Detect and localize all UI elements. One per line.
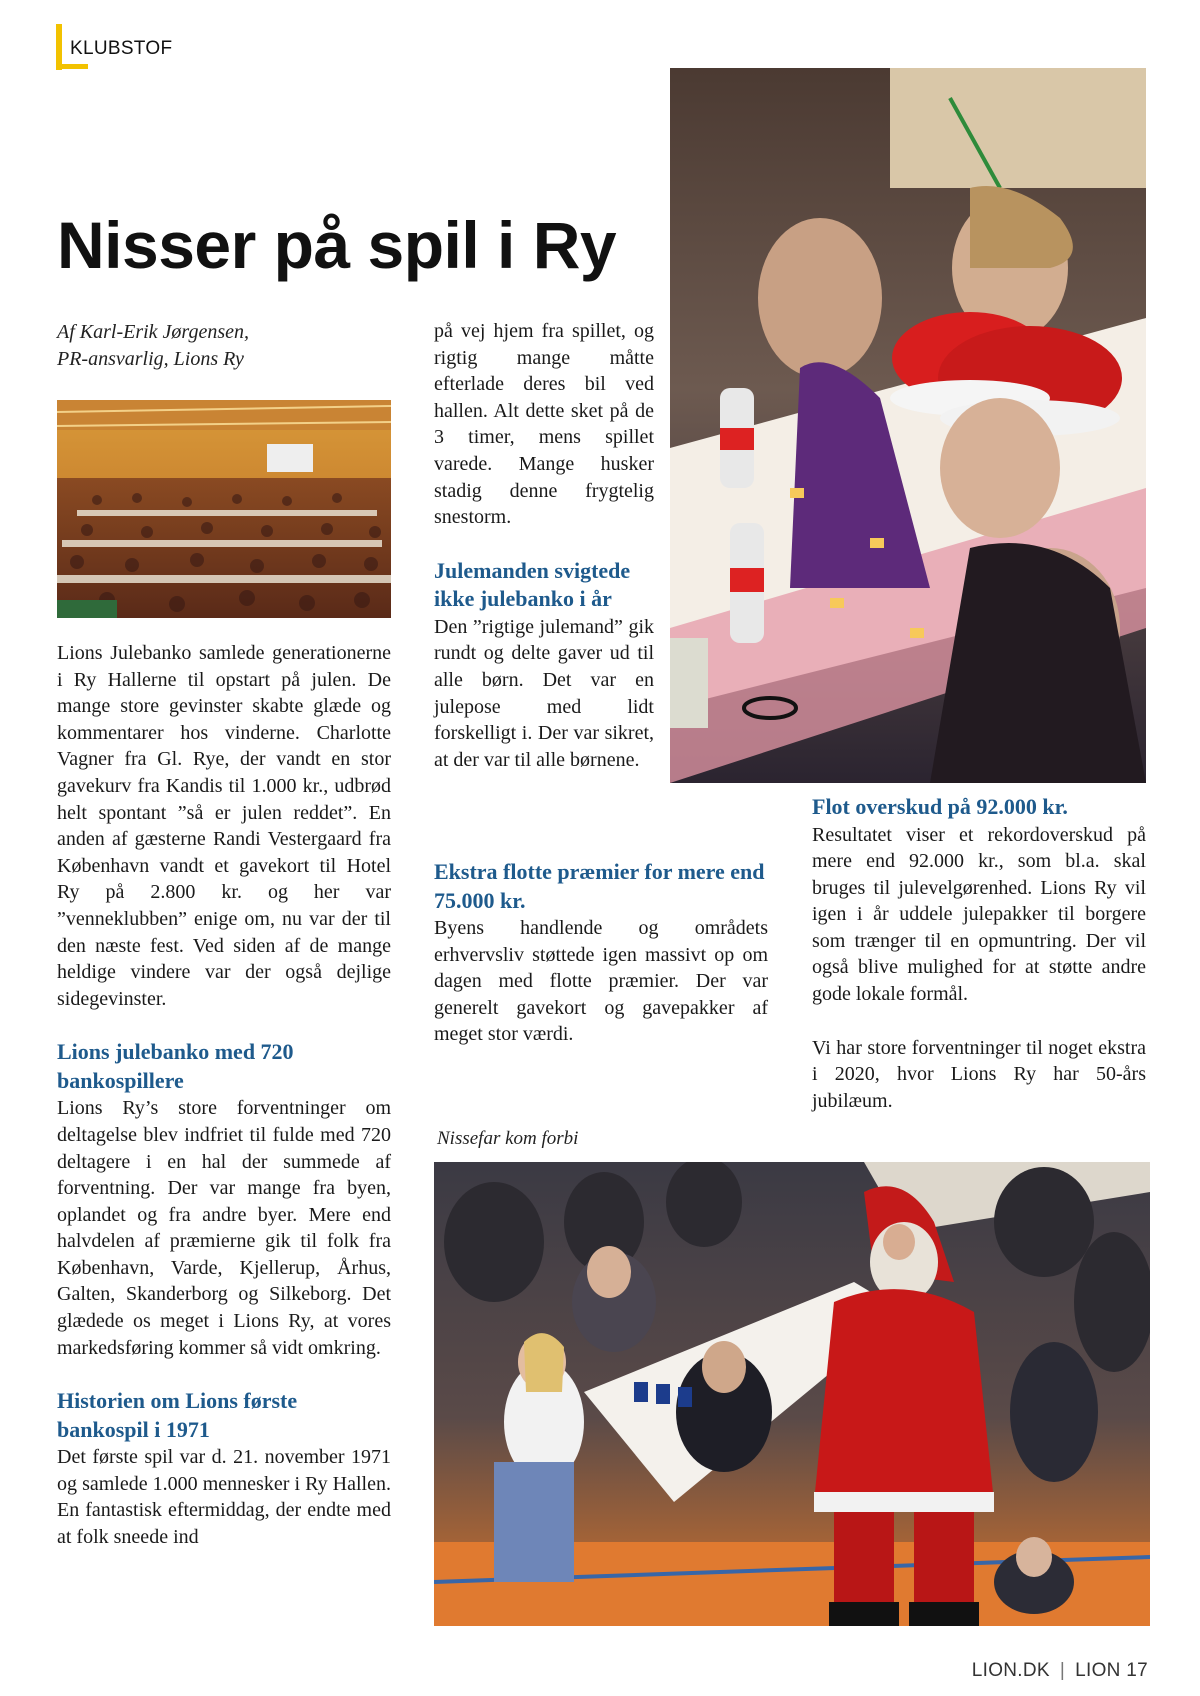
julebanko-paragraph: Lions Ry’s store forventninger om deltagelse blev indfriet til fulde med 720 deltagere i en hal der summede af forventning. Der var mange fra byen, oplandet og fra andre byer. Mere end halvdelen af præmierne gik til folk fra København, Varde, Kjellerup, Århus, Galten, Skanderborg og Silkeborg. Det glædede os meget i Lions Ry, at vores markedsføring kommer så vidt omkring. xyxy=(57,1097,391,1359)
praemier-paragraph: Byens handlende og områdets erhvervsliv støttede igen massivt op om dagen med flotte præmier. Der var generelt gavekort og gavepakker af meget stor værdi. xyxy=(434,917,768,1046)
santa-visit-photo xyxy=(434,1162,1150,1626)
heading-overskud: Flot overskud på 92.000 kr. xyxy=(812,794,1068,819)
heading-historien: Historien om Lions første bankospil i 1971 xyxy=(57,1388,298,1442)
bingo-players-photo xyxy=(670,68,1146,783)
byline-author: Af Karl-Erik Jørgensen, xyxy=(57,321,250,343)
heading-julemanden: Julemanden svigtede ikke julebanko i år xyxy=(434,557,631,612)
heading-praemier: Ekstra flotte præmier for mere end 75.000 kr. xyxy=(434,859,765,913)
intro-paragraph: Lions Julebanko samlede generationerne i Ry Hallerne til opstart på julen. De mange store gevinster skabte glæde og kommentarer hos vinderne. Charlotte Vagner fra Gl. Rye, der vandt en stor gavekurv fra Kandis til 1.000 kr., udbrød helt spontant ”så er julen reddet”. En anden af gæsterne Randi Vestergaard fra København vandt et gavekort til Hotel Ry på 2.800 kr. og her var ”venneklubben” enige om, nu var der til den næste fest. Ved siden af de mange heldige vindere var der også dejlige sidegevinster. xyxy=(57,642,391,1010)
footer-separator: | xyxy=(1059,1660,1066,1681)
column-right xyxy=(812,793,1146,1114)
column-left xyxy=(57,640,391,1551)
photo-caption: Nissefar kom forbi xyxy=(437,1128,579,1149)
column-middle-bottom xyxy=(434,858,768,1048)
hall-overview-photo xyxy=(57,400,391,618)
article-title: Nisser på spil i Ry xyxy=(57,208,617,282)
byline xyxy=(57,319,377,373)
column-middle-top xyxy=(434,318,654,773)
page-footer xyxy=(972,1660,1148,1682)
section-accent-foot xyxy=(56,64,88,69)
jubilaeum-paragraph: Vi har store forventninger til noget ekstra i 2020, hvor Lions Ry har 50-års jubilæum. xyxy=(812,1036,1146,1112)
section-label: KLUBSTOF xyxy=(70,38,173,59)
byline-role: PR-ansvarlig, Lions Ry xyxy=(57,348,244,370)
julemanden-paragraph: Den ”rigtige julemand” gik rundt og delte gaver ud til alle børn. Det var en julepose med lidt forskelligt i. Der var sikret, at der var til alle børnene. xyxy=(434,615,654,771)
footer-site: LION.DK xyxy=(971,1660,1050,1681)
heading-julebanko: Lions julebanko med 720 bankospillere xyxy=(57,1039,294,1093)
historien-paragraph: Det første spil var d. 21. november 1971 og samlede 1.000 mennesker i Ry Hallen. En fantastisk eftermiddag, der endte med at folk sneede ind xyxy=(57,1446,391,1549)
overskud-paragraph: Resultatet viser et rekordoverskud på mere end 92.000 kr., som bl.a. skal bruges til julevelgørenhed. Lions Ry vil igen i år uddele julepakker til borgere som trænger til en opmuntring. Der vil også blive mulighed for at støtte andre gode lokale formål. xyxy=(812,823,1146,1006)
footer-page-number: LION 17 xyxy=(1075,1660,1148,1681)
snowstorm-paragraph: på vej hjem fra spillet, og rigtig mange måtte efterlade deres bil ved hallen. Alt dette sket på de 3 timer, mens spillet varede. Mange husker stadig denne frygtelig snestorm. xyxy=(434,320,654,529)
